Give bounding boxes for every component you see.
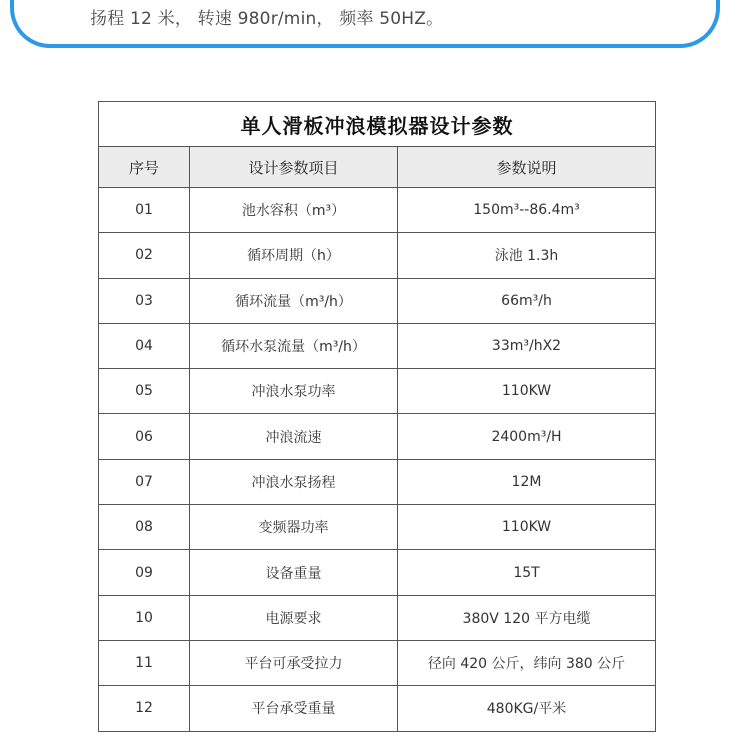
- row-index-cell: 08: [99, 505, 190, 550]
- row-item-cell: 冲浪水泵扬程: [190, 459, 398, 504]
- row-desc-cell: 66m³/h: [398, 278, 656, 323]
- table-row: [99, 505, 656, 550]
- table-row: [99, 188, 656, 233]
- row-item-cell: 平台承受重量: [190, 686, 398, 731]
- row-item-cell: 电源要求: [190, 595, 398, 640]
- table-row: [99, 233, 656, 278]
- row-item-cell: 冲浪水泵功率: [190, 369, 398, 414]
- parameter-table-container: [98, 101, 655, 732]
- row-item-cell: 冲浪流速: [190, 414, 398, 459]
- row-item-cell: 池水容积（m³）: [190, 188, 398, 233]
- row-index-cell: 03: [99, 278, 190, 323]
- row-index-cell: 06: [99, 414, 190, 459]
- row-desc-cell: 110KW: [398, 369, 656, 414]
- column-header-desc: 参数说明: [398, 147, 656, 188]
- row-index-cell: 01: [99, 188, 190, 233]
- row-index-cell: 07: [99, 459, 190, 504]
- table-row: [99, 640, 656, 685]
- row-desc-cell: 径向 420 公斤，纬向 380 公斤: [398, 640, 656, 685]
- row-item-cell: 平台可承受拉力: [190, 640, 398, 685]
- column-header-item: 设计参数项目: [190, 147, 398, 188]
- row-item-cell: 设备重量: [190, 550, 398, 595]
- table-header-row: [99, 147, 656, 188]
- row-desc-cell: 12M: [398, 459, 656, 504]
- row-item-cell: 循环水泵流量（m³/h）: [190, 323, 398, 368]
- column-header-index: 序号: [99, 147, 190, 188]
- row-desc-cell: 110KW: [398, 505, 656, 550]
- parameter-table: [98, 101, 656, 732]
- table-row: [99, 369, 656, 414]
- row-index-cell: 05: [99, 369, 190, 414]
- row-index-cell: 11: [99, 640, 190, 685]
- pump-spec-text: 扬程 12 米， 转速 980r/min， 频率 50HZ。: [90, 9, 444, 29]
- table-row: [99, 550, 656, 595]
- row-item-cell: 循环流量（m³/h）: [190, 278, 398, 323]
- row-desc-cell: 480KG/平米: [398, 686, 656, 731]
- table-row: [99, 278, 656, 323]
- table-row: [99, 414, 656, 459]
- row-desc-cell: 150m³--86.4m³: [398, 188, 656, 233]
- table-title: 单人滑板冲浪模拟器设计参数: [99, 102, 656, 147]
- row-index-cell: 12: [99, 686, 190, 731]
- row-desc-cell: 380V 120 平方电缆: [398, 595, 656, 640]
- row-desc-cell: 2400m³/H: [398, 414, 656, 459]
- row-desc-cell: 15T: [398, 550, 656, 595]
- table-row: [99, 323, 656, 368]
- row-item-cell: 循环周期（h）: [190, 233, 398, 278]
- row-item-cell: 变频器功率: [190, 505, 398, 550]
- table-row: [99, 686, 656, 731]
- table-row: [99, 595, 656, 640]
- row-index-cell: 09: [99, 550, 190, 595]
- table-row: [99, 459, 656, 504]
- row-index-cell: 02: [99, 233, 190, 278]
- row-index-cell: 10: [99, 595, 190, 640]
- row-desc-cell: 泳池 1.3h: [398, 233, 656, 278]
- row-desc-cell: 33m³/hX2: [398, 323, 656, 368]
- row-index-cell: 04: [99, 323, 190, 368]
